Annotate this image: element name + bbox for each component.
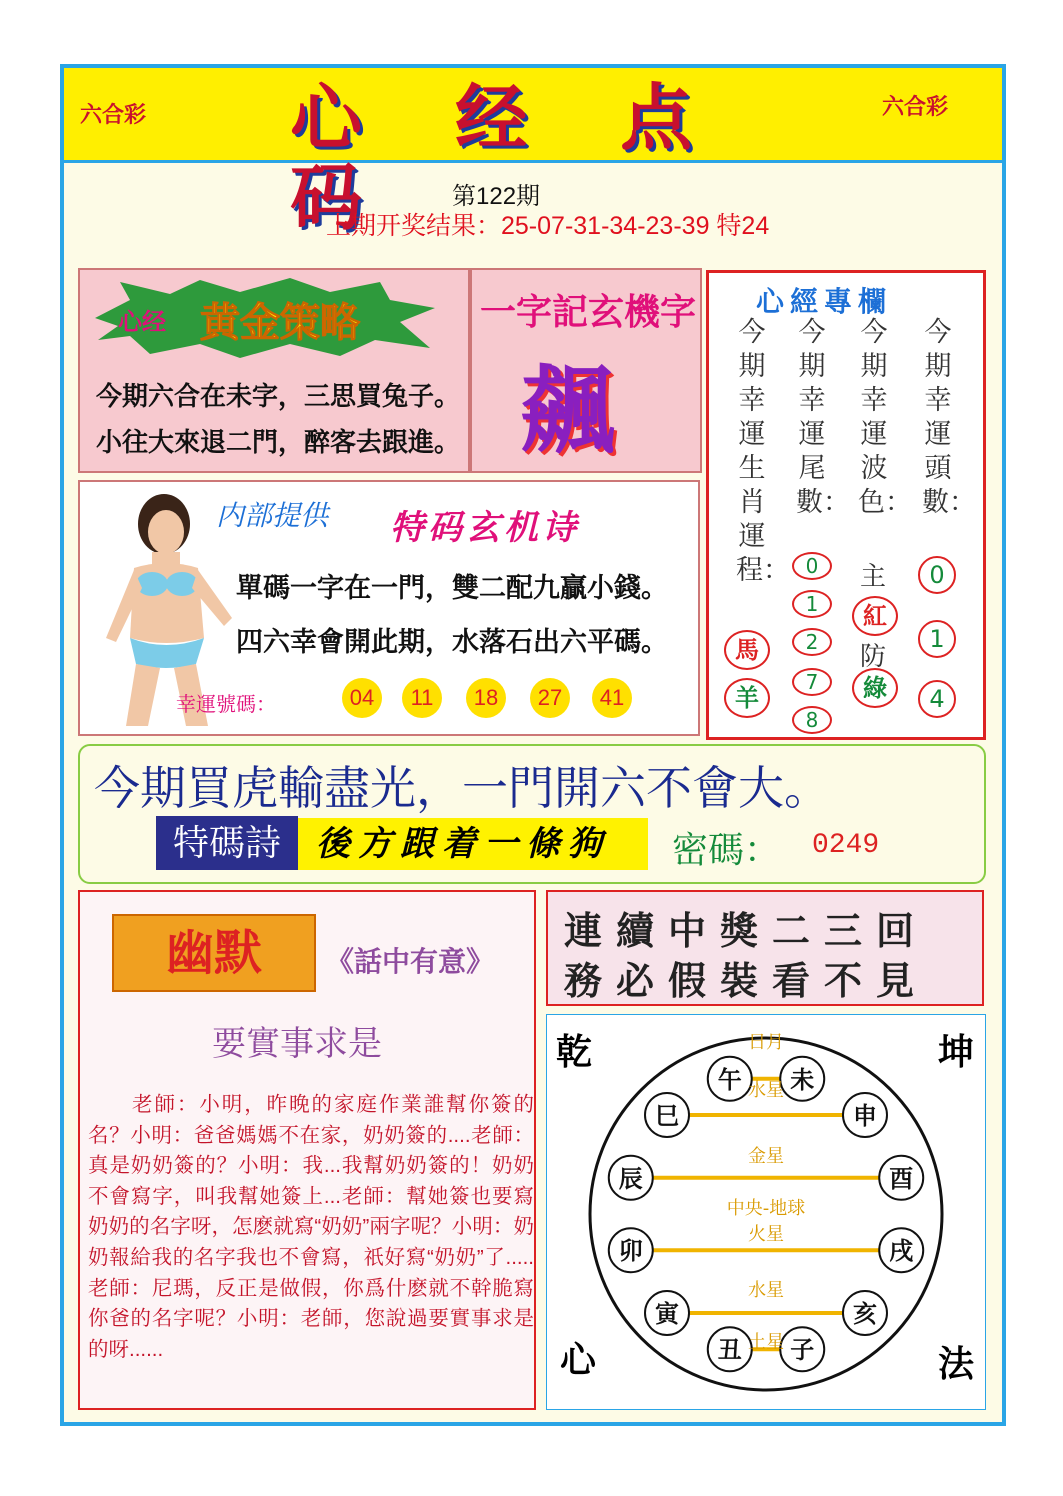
head-circle: 0 xyxy=(918,556,956,594)
tail-circle: 0 xyxy=(792,552,832,580)
corner-fa: 法 xyxy=(938,1343,975,1385)
lucky-label: 幸運號碼： xyxy=(176,692,276,716)
gold-line-2: 小往大來退二門，醉客去跟進。 xyxy=(96,428,461,458)
one-char-title: 一字記玄機字 xyxy=(480,291,697,333)
win-line-2: 務必假裝看不見 xyxy=(564,958,929,1003)
branch-label: 卯 xyxy=(618,1236,643,1266)
branch-label: 午 xyxy=(717,1064,742,1094)
password-label: 密碼： xyxy=(672,829,781,870)
gold-title: 黄金策略 xyxy=(200,299,360,346)
gold-line-1: 今期六合在未字，三思買兔子。 xyxy=(96,382,461,412)
last-result: 上期开奖结果：25-07-31-34-23-39 特24 xyxy=(326,212,770,240)
issue-number: 第122期 xyxy=(452,183,541,210)
branch-label: 未 xyxy=(790,1064,815,1094)
page-title: 心 经 点 码 xyxy=(290,75,727,240)
branch-label: 辰 xyxy=(618,1163,643,1193)
one-char-glyph: 飆 xyxy=(520,354,616,467)
corner-qian: 乾 xyxy=(556,1031,593,1073)
gold-strategy-banner xyxy=(90,278,440,358)
color-main-label: 主 xyxy=(860,562,887,592)
lucky-number: 41 xyxy=(592,678,632,718)
gold-tag: 心经 xyxy=(118,307,166,336)
lucky-number: 27 xyxy=(530,678,570,718)
planet-label: 金星 xyxy=(748,1146,784,1167)
brand-logo-left: 六合彩 xyxy=(80,102,147,127)
poem-title: 特码玄机诗 xyxy=(390,508,580,548)
column-title: 心經專欄 xyxy=(756,285,893,318)
zodiac-circle: 馬 xyxy=(724,630,770,670)
poem-line-1: 單碼一字在一門，雙二配九贏小錢。 xyxy=(236,573,668,604)
password-value: 0249 xyxy=(812,830,880,861)
lucky-number: 11 xyxy=(402,678,442,718)
tail-circle: 7 xyxy=(792,668,832,696)
win-line-1: 連續中獎二三回 xyxy=(564,908,929,953)
tail-circle: 8 xyxy=(792,706,832,734)
zodiac-circle: 羊 xyxy=(724,678,770,718)
branch-label: 申 xyxy=(852,1101,877,1131)
inside-label: 内部提供 xyxy=(216,499,329,532)
branch-label: 巳 xyxy=(655,1101,680,1131)
head-circle: 4 xyxy=(918,680,956,718)
branch-label: 酉 xyxy=(889,1163,914,1193)
column-zodiac-text: 今期幸運生肖運程： xyxy=(736,317,790,586)
banner-text: 今期買虎輸盡光，一門開六不會大。 xyxy=(94,762,830,814)
planet-label: 日月 xyxy=(748,1032,784,1053)
planet-label: 水星 xyxy=(748,1280,784,1301)
color-guard-label: 防 xyxy=(860,642,887,672)
branch-label: 戌 xyxy=(889,1236,914,1266)
brand-logo-right: 六合彩 xyxy=(882,94,949,119)
column-head-text: 今期幸運頭數： xyxy=(922,317,976,518)
planet-label: 火星 xyxy=(748,1224,784,1245)
color-circle-green: 綠 xyxy=(852,668,898,708)
humor-subtitle: 《話中有意》 xyxy=(326,945,495,978)
corner-kun: 坤 xyxy=(938,1031,975,1073)
tail-circle: 1 xyxy=(792,590,832,618)
column-color-text: 今期幸運波色： xyxy=(858,317,912,518)
branch-label: 丑 xyxy=(717,1335,742,1365)
head-circle: 1 xyxy=(918,620,956,658)
planet-label: 水星 xyxy=(748,1080,784,1101)
branch-label: 寅 xyxy=(655,1298,680,1328)
corner-xin: 心 xyxy=(560,1339,597,1381)
color-circle-red: 紅 xyxy=(852,596,898,636)
column-tail-text: 今期幸運尾數： xyxy=(796,317,850,518)
poem-line-2: 四六幸會開此期，水落石出六平碼。 xyxy=(236,627,668,658)
planet-label: 土星 xyxy=(748,1332,784,1353)
branch-label: 子 xyxy=(790,1335,815,1365)
humor-story xyxy=(88,1090,534,1365)
humor-tile: 幽默 xyxy=(112,914,316,992)
planet-label: 中央-地球 xyxy=(726,1198,806,1219)
tail-circle: 2 xyxy=(792,628,832,656)
humor-heading: 要實事求是 xyxy=(212,1024,382,1064)
special-poem-label: 特碼詩 xyxy=(156,816,298,870)
special-poem: 後方跟着一條狗 xyxy=(298,818,648,870)
branch-label: 亥 xyxy=(852,1298,877,1328)
lucky-number: 18 xyxy=(466,678,506,718)
branch-wheel xyxy=(546,1014,986,1410)
humor-story-text: 老師：小明，昨晚的家庭作業誰幫你簽的名？小明：爸爸媽媽不在家，奶奶簽的....老師：真是奶奶簽的？小明：我...我幫奶奶簽的！奶奶不會寫字，叫我幫她簽上...老師：幫她簽也要寫奶奶的名字呀，怎麽就寫“奶奶”兩字呢？小明：奶奶報給我的名字我也不會寫，祇好寫“奶奶”了.....老師：尼瑪，反正是做假，你爲什麽就不幹脆寫你爸的名字呢？小明：老師，您說過要實事求是的呀...... xyxy=(88,1093,534,1361)
lucky-number: 04 xyxy=(342,678,382,718)
